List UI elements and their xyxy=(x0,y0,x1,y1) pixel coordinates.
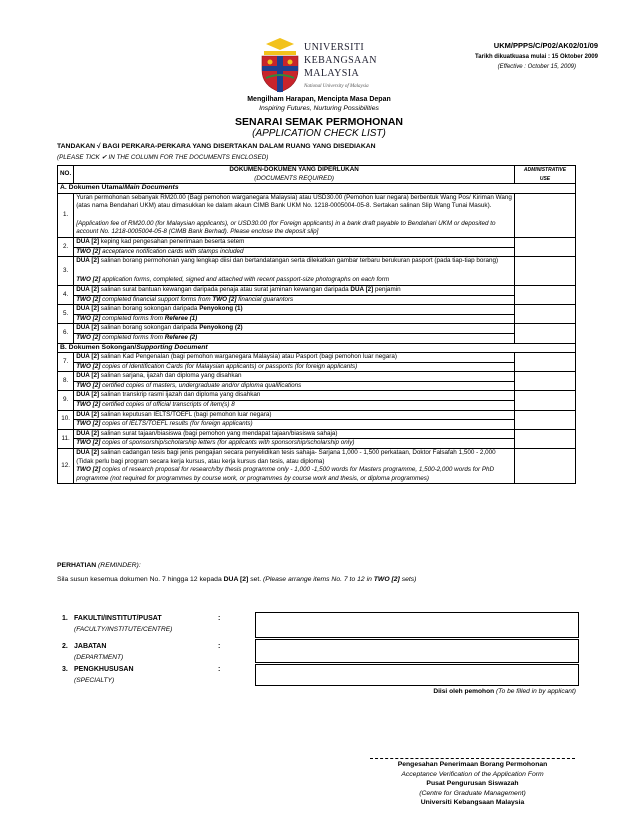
attention-text: Sila susun kesemua dokumen No. 7 hingga 12 kepada DUA [2] set. (Please arrange items No. 7 to 12 in TWO [2] sets) xyxy=(57,576,417,583)
section-b-title: B. Dokumen Sokongan/Supporting Document xyxy=(58,343,576,353)
table-row xyxy=(58,372,576,391)
table-row xyxy=(58,429,576,448)
field-colon: : xyxy=(218,643,221,650)
signature-line xyxy=(370,758,575,759)
university-logo xyxy=(258,36,380,94)
table-row xyxy=(58,305,576,324)
admin-check-cell[interactable] xyxy=(515,285,576,304)
admin-check-cell[interactable] xyxy=(515,257,576,286)
item-description: DUA [2] salinan cadangan tesis bagi jenis pengajian secara penyelidikan tesis sahaja- Sarjana 1,000 - 1,500 perkataan, Doktor Falsafah 1,500 - 2,000 (Tidak perlu bagi program secara kerja kursus, atau kerja kursus dan tesis, atau diploma) TWO [2] copies of research proposal for research/by thesis programme only - 1,000 -1,500 words for Masters programme, 1,500-2,000 words for PhD programme (not required for programmes by course work, or programmes by course work and thesis, or diploma programmes) xyxy=(74,449,515,484)
table-row xyxy=(58,353,576,372)
section-a-row xyxy=(58,184,576,194)
attention-label: PERHATIAN (REMINDER): xyxy=(57,562,141,569)
section-a-title: A. Dokumen Utama/Main Documents xyxy=(58,184,576,194)
item-no: 6. xyxy=(58,324,74,343)
item-description: DUA [2] salinan transkrip rasmi ijazah dan diploma yang disahkan TWO [2] certified copies of official transcripts of item(s) 8 xyxy=(74,391,515,410)
item-description: DUA [2] salinan sarjana, ijazah dan diploma yang disahkan TWO [2] certified copies of masters, undergraduate and/or diploma qualifications xyxy=(74,372,515,391)
table-row xyxy=(58,285,576,304)
item-description: DUA [2] keping kad pengesahan penerimaan beserta setem TWO [2] acceptance notification cards with stamps included xyxy=(74,237,515,256)
header-docs-en: (DOCUMENTS REQUIRED) xyxy=(254,174,334,182)
item-no: 11. xyxy=(58,429,74,448)
admin-check-cell[interactable] xyxy=(515,353,576,372)
department-input[interactable] xyxy=(255,639,579,663)
header-use-label: USE xyxy=(539,175,551,182)
section-b-row xyxy=(58,343,576,353)
item-no: 10. xyxy=(58,410,74,429)
field-department: 2. JABATAN (DEPARTMENT) xyxy=(62,643,124,661)
motto-en: Inspiring Futures, Nurturing Possibilities xyxy=(259,105,379,112)
table-row xyxy=(58,410,576,429)
table-row xyxy=(58,237,576,256)
table-row xyxy=(58,193,576,237)
page-title: SENARAI SEMAK PERMOHONAN xyxy=(234,116,403,128)
crest-icon xyxy=(258,36,302,94)
item-no: 5. xyxy=(58,305,74,324)
header-admin-label: ADMINISTRATIVE xyxy=(523,167,567,173)
admin-check-cell[interactable] xyxy=(515,193,576,237)
faculty-input[interactable] xyxy=(255,612,579,638)
document-reference: UKM/PPPS/C/P02/AK02/01/09 xyxy=(493,41,598,50)
admin-check-cell[interactable] xyxy=(515,324,576,343)
field-colon: : xyxy=(218,666,221,673)
admin-check-cell[interactable] xyxy=(515,391,576,410)
item-no: 4. xyxy=(58,285,74,304)
header-no: NO. xyxy=(58,166,74,184)
item-description: Yuran permohonan sebanyak RM20.00 (Bagi pemohon warganegara Malaysia) atau USD30.00 (Pemohon luar negara) berbentuk Wang Pos/ Kiriman Wang (atas nama Bendahari UKM) atau dimasukkan ke dalam akaun CIMB Bank UKM No. 1218-0005004-05-8. Sertakan salinan Slip Wang Tunai Masuk). [Application fee of RM20.00 (for Malaysian applicants), or USD30.00 (for Foreign applicants) in a bank draft payable to Bendahari UKM or deposited to account No. 1218-0005004-05-8 (CIMB Bank Berhad). Please enclose the deposit slip] xyxy=(74,193,515,237)
header-admin xyxy=(515,166,576,184)
admin-check-cell[interactable] xyxy=(515,372,576,391)
effective-date-en: (Effective : October 15, 2009) xyxy=(497,64,576,70)
item-no: 8. xyxy=(58,372,74,391)
admin-check-cell[interactable] xyxy=(515,449,576,484)
item-no: 2. xyxy=(58,237,74,256)
logo-line-2: KEBANGSAAN xyxy=(304,55,377,66)
field-colon: : xyxy=(218,615,221,622)
item-no: 3. xyxy=(58,257,74,286)
item-description: DUA [2] salinan surat tajaan/biasiswa (bagi pemohon yang mendapat tajaan/biasiswa sahaja) TWO [2] copies of sponsorship/scholarship letters (for applicants with sponsorship/scholarship only) xyxy=(74,429,515,448)
item-no: 9. xyxy=(58,391,74,410)
checklist-table xyxy=(57,165,576,484)
motto-ms: Mengilham Harapan, Mencipta Masa Depan xyxy=(247,96,391,103)
logo-line-1: UNIVERSITI xyxy=(304,42,365,53)
admin-check-cell[interactable] xyxy=(515,237,576,256)
item-description: DUA [2] salinan surat bantuan kewangan daripada penaja atau surat jaminan kewangan daripada DUA [2] penjamin TWO [2] completed financial support forms from TWO [2] financial guarantors xyxy=(74,285,515,304)
table-header xyxy=(58,166,576,184)
instruction-ms: TANDAKAN √ BAGI PERKARA-PERKARA YANG DISERTAKAN DALAM RUANG YANG DISEDIAKAN xyxy=(57,143,376,150)
item-description: DUA [2] salinan keputusan IELTS/TOEFL (bagi pemohon luar negara) TWO [2] copies of IELTS/TOEFL results (for foreign applicants) xyxy=(74,410,515,429)
item-description: DUA [2] salinan borang sokongan daripada Penyokong (2) TWO [2] completed forms from Referee (2) xyxy=(74,324,515,343)
item-no: 12. xyxy=(58,449,74,484)
item-no: 7. xyxy=(58,353,74,372)
item-description: DUA [2] salinan borang permohonan yang lengkap diisi dan bertandatangan serta dilekatkan gambar terbaru berukuran pasport (pada tiap-tiap borang) TWO [2] application forms, completed, signed and attached with recent passport-size photographs on each form xyxy=(74,257,515,286)
table-row xyxy=(58,449,576,484)
logo-tagline: National University of Malaysia xyxy=(304,84,369,89)
header-documents xyxy=(74,166,515,184)
filled-by-note: Diisi oleh pemohon (To be filled in by applicant) xyxy=(433,688,576,695)
table-row xyxy=(58,257,576,286)
specialty-input[interactable] xyxy=(255,664,579,686)
header-docs-ms: DOKUMEN-DOKUMEN YANG DIPERLUKAN xyxy=(229,166,359,173)
field-faculty: 1. FAKULTI/INSTITUT/PUSAT (FACULTY/INSTITUTE/CENTRE) xyxy=(62,615,173,633)
table-row xyxy=(58,324,576,343)
instruction-en: (PLEASE TICK ✔ IN THE COLUMN FOR THE DOCUMENTS ENCLOSED) xyxy=(57,154,269,161)
acceptance-verification: Pengesahan Penerimaan Borang Permohonan Acceptance Verification of the Application Form Pusat Pengurusan Siswazah (Centre for Graduate Management) Universiti Kebangsaan Malaysia xyxy=(397,761,548,807)
table-row xyxy=(58,391,576,410)
field-specialty: 3. PENGKHUSUSAN (SPECIALTY) xyxy=(62,666,134,684)
admin-check-cell[interactable] xyxy=(515,410,576,429)
admin-check-cell[interactable] xyxy=(515,305,576,324)
item-no: 1. xyxy=(58,193,74,237)
admin-check-cell[interactable] xyxy=(515,429,576,448)
item-description: DUA [2] salinan borang sokongan daripada Penyokong (1) TWO [2] completed forms from Referee (1) xyxy=(74,305,515,324)
logo-line-3: MALAYSIA xyxy=(304,68,360,79)
page-subtitle: (APPLICATION CHECK LIST) xyxy=(252,128,386,139)
item-description: DUA [2] salinan Kad Pengenalan (bagi pemohon warganegara Malaysia) atau Pasport (bagi pemohon luar negara) TWO [2] copies of Identification Cards (for Malaysian applicants) or passports (for foreign applicants) xyxy=(74,353,515,372)
effective-date-ms: Tarikh dikuatkuasa mulai : 15 Oktober 2009 xyxy=(475,54,598,60)
